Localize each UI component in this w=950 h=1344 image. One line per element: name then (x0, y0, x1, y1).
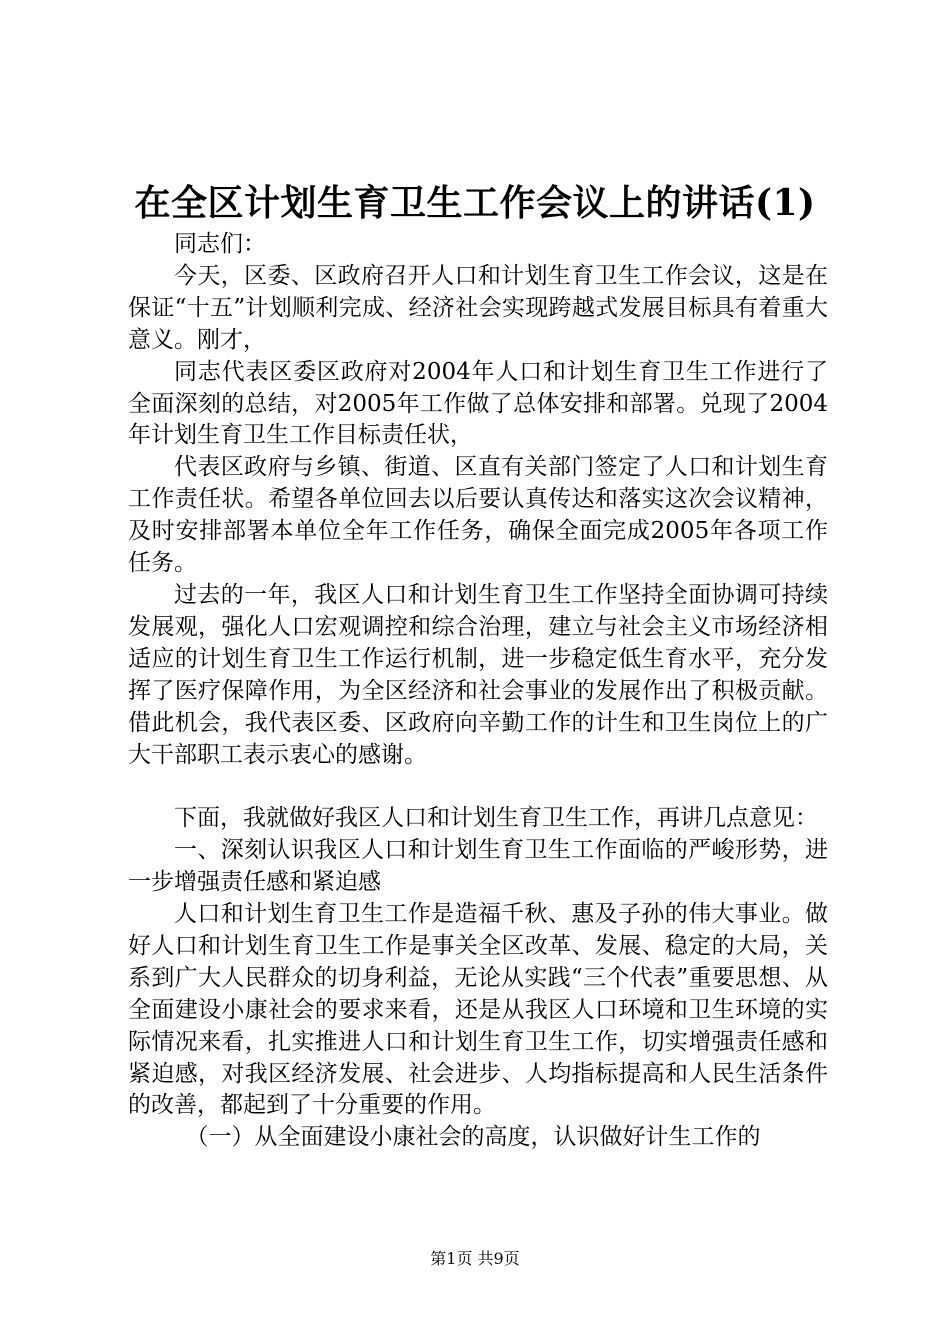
paragraph: 人口和计划生育卫生工作是造福千秋、惠及子孙的伟大事业。做好人口和计划生育卫生工作是事关全区改革、发展、稳定的大局，关系到广大人民群众的切身利益，无论从实践“三个代表”重要思想、从全面建设小康社会的要求来看，还是从我区人口环境和卫生环境的实际情况来看，扎实推进人口和计划生育卫生工作，切实增强责任感和紧迫感，对我区经济发展、社会进步、人均指标提高和人民生活条件的改善，都起到了十分重要的作用。 (128, 901, 828, 1119)
page-footer: 第1页 共9页 (430, 1249, 520, 1268)
section-heading: 一、深刻认识我区人口和计划生育卫生工作面临的严峻形势，进一步增强责任感和紧迫感 (128, 837, 828, 896)
paragraph: 同志代表区委区政府对2004年人口和计划生育卫生工作进行了全面深刻的总结，对2005年工作做了总体安排和部署。兑现了2004年计划生育卫生工作目标责任状， (128, 358, 828, 449)
paragraph: 过去的一年，我区人口和计划生育卫生工作坚持全面协调可持续发展观，强化人口宏观调控和综合治理，建立与社会主义市场经济相适应的计划生育卫生工作运行机制，进一步稳定低生育水平，充分发挥了医疗保障作用，为全区经济和社会事业的发展作出了积极贡献。借此机会，我代表区委、区政府向辛勤工作的计生和卫生岗位上的广大干部职工表示衷心的感谢。 (128, 581, 828, 768)
document-title: 在全区计划生育卫生工作会议上的讲话(1) (134, 182, 816, 224)
paragraph: 代表区政府与乡镇、街道、区直有关部门签定了人口和计划生育工作责任状。希望各单位回去以后要认真传达和落实这次会议精神，及时安排部署本单位全年工作任务，确保全面完成2005年各项工作任务。 (128, 454, 828, 577)
paragraph: 今天，区委、区政府召开人口和计划生育卫生工作会议，这是在保证“十五”计划顺利完成、经济社会实现跨越式发展目标具有着重大意义。刚才， (128, 262, 828, 353)
subsection-heading: （一）从全面建设小康社会的高度，认识做好计生工作的 (185, 1124, 761, 1151)
paragraph: 下面，我就做好我区人口和计划生育卫生工作，再讲几点意见： (174, 805, 818, 832)
paragraph-salutation: 同志们： (174, 231, 266, 257)
document-body (128, 229, 828, 1154)
